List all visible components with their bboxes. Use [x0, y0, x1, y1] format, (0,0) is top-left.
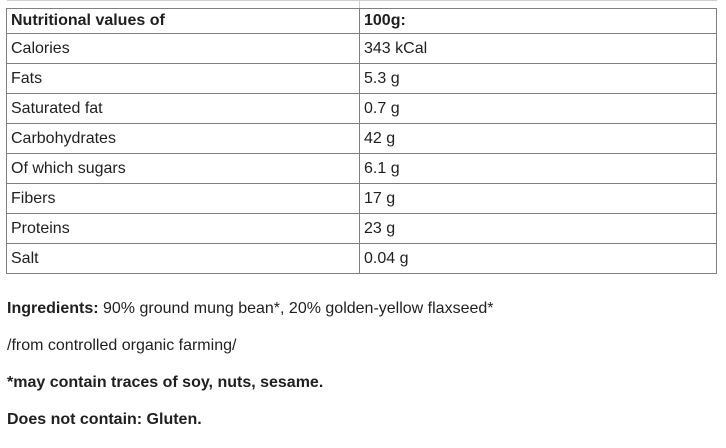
table-header-row [7, 9, 717, 34]
nutrition-header-value-cell: 100g: [360, 9, 717, 34]
nutrient-value-cell: 23 g [360, 214, 717, 244]
table-row [7, 244, 717, 274]
ingredients-text: 90% ground mung bean*, 20% golden-yellow flaxseed* [98, 300, 494, 317]
nutrient-value-cell: 5.3 g [360, 64, 717, 94]
table-row [7, 124, 717, 154]
table-row [7, 154, 717, 184]
nutrient-value-cell: 343 kCal [360, 34, 717, 64]
nutrient-label-cell: Salt [7, 244, 360, 274]
ingredients-line [7, 300, 719, 318]
table-row [7, 184, 717, 214]
nutrient-value-cell: 42 g [360, 124, 717, 154]
origin-note: /from controlled organic farming/ [7, 337, 237, 354]
nutrient-value-cell: 17 g [360, 184, 717, 214]
table-row [7, 34, 717, 64]
nutrient-label-cell: Fibers [7, 184, 360, 214]
nutrient-label-cell: Fats [7, 64, 360, 94]
nutrient-value-cell: 0.04 g [360, 244, 717, 274]
nutrition-header-label-cell: Nutritional values of [7, 9, 360, 34]
ingredients-label: Ingredients: [7, 300, 99, 317]
allergen-note: *may contain traces of soy, nuts, sesame. [7, 374, 324, 391]
nutrient-label-cell: Calories [7, 34, 360, 64]
notes-section [7, 300, 719, 448]
nutrient-value-cell: 6.1 g [360, 154, 717, 184]
nutrient-label-cell: Saturated fat [7, 94, 360, 124]
nutrient-label-cell: Of which sugars [7, 154, 360, 184]
table-row [7, 94, 717, 124]
nutrient-label-cell: Proteins [7, 214, 360, 244]
cropped-row-artifact-line [7, 0, 717, 1]
cropped-row-artifact-divider [359, 1, 360, 8]
nutrient-value-cell: 0.7 g [360, 94, 717, 124]
table-row [7, 64, 717, 94]
gluten-free-note: Does not contain: Gluten. [7, 411, 202, 428]
nutrient-label-cell: Carbohydrates [7, 124, 360, 154]
table-row [7, 214, 717, 244]
nutrition-table [6, 8, 717, 274]
